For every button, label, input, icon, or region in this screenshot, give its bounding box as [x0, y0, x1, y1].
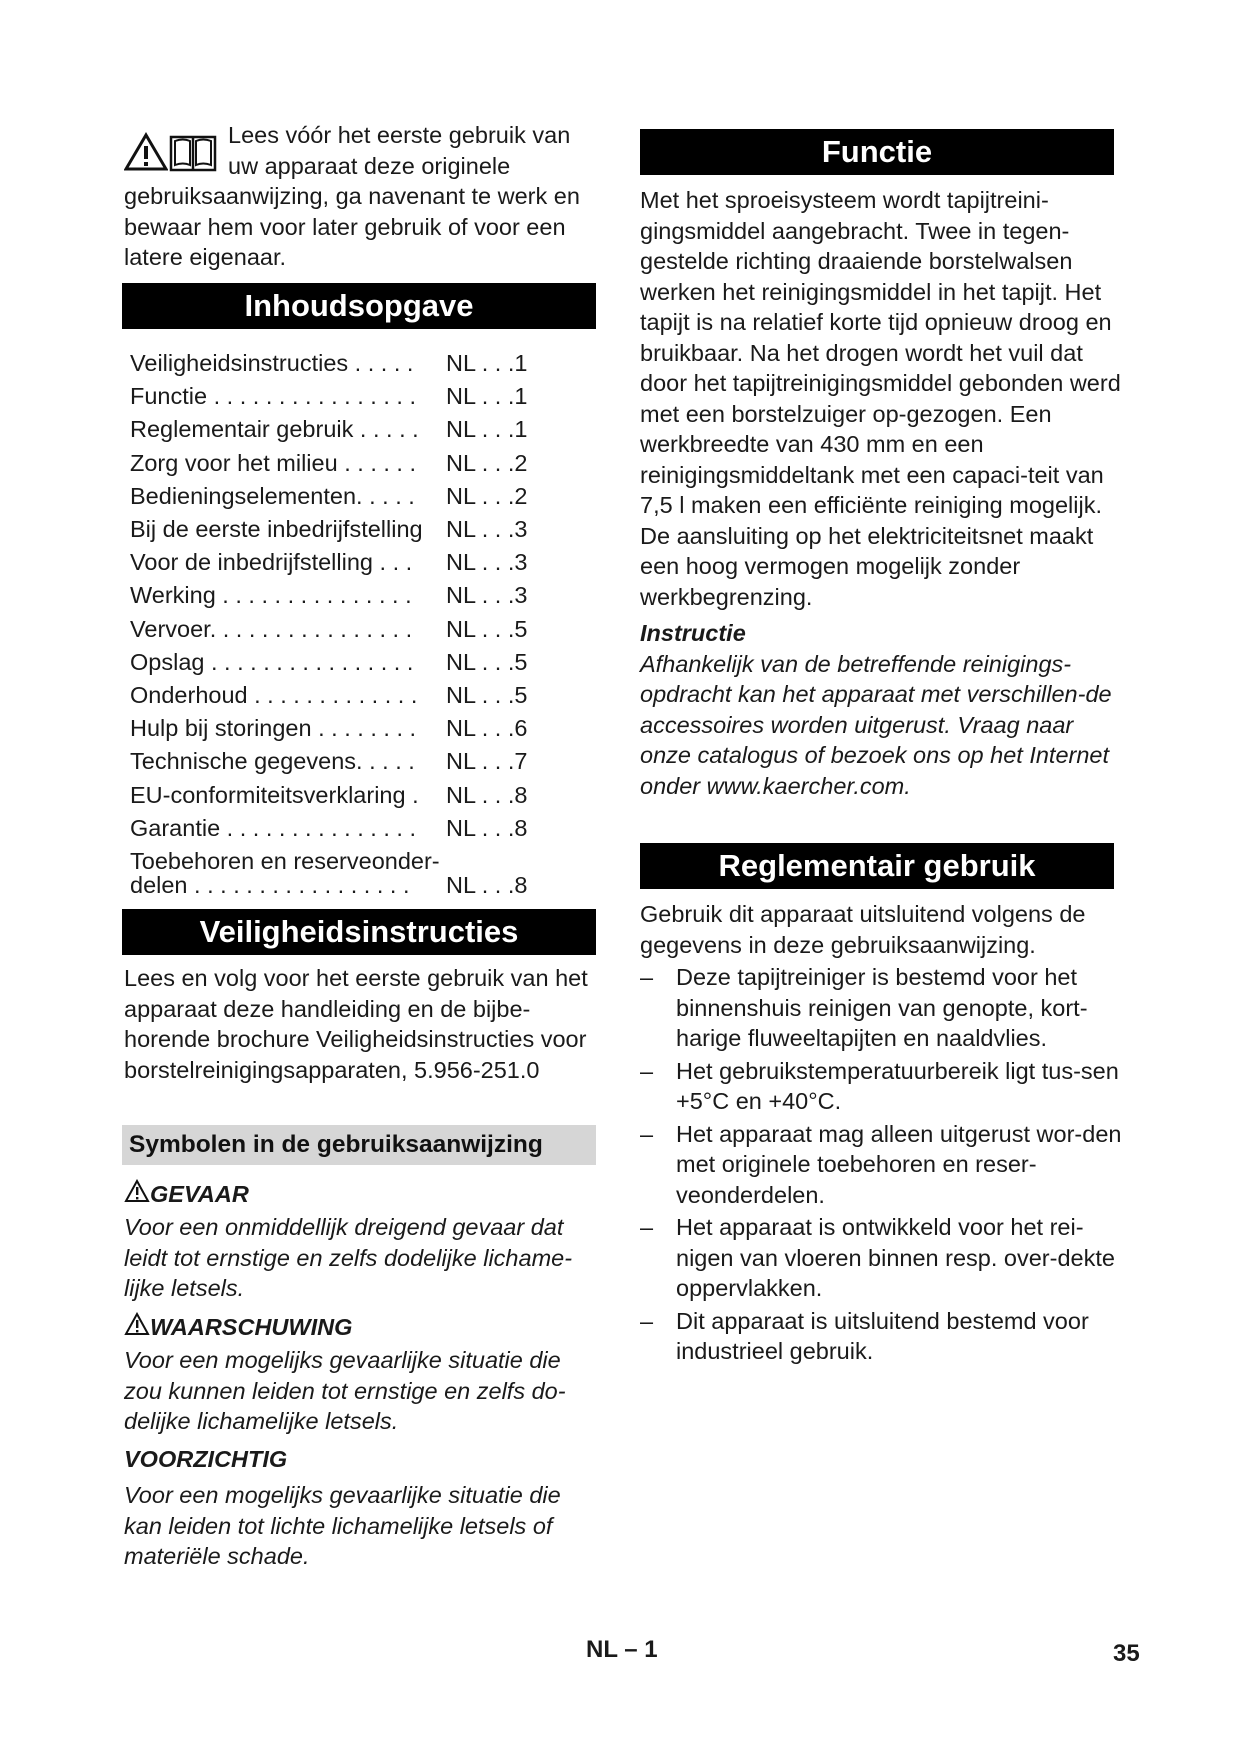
- waarschuwing-block: [124, 1345, 602, 1437]
- toc-item-label: Opslag . . . . . . . . . . . . . . . .: [130, 648, 414, 675]
- toc-item-page: NL . . .5: [446, 615, 528, 642]
- warning-triangle-icon: [124, 1179, 150, 1209]
- toc-item-label: Hulp bij storingen . . . . . . . .: [130, 715, 417, 742]
- functie-title: Functie: [821, 134, 933, 169]
- list-item: [640, 1212, 1124, 1304]
- toc-item-page: NL . . .1: [446, 416, 528, 443]
- toc-item-label: Vervoer. . . . . . . . . . . . . . . .: [130, 615, 413, 642]
- toc-item-page: NL . . .5: [446, 682, 528, 708]
- toc-item: [130, 746, 550, 776]
- toc-item-page: NL . . .2: [446, 449, 528, 476]
- list-item-text: Het apparaat mag alleen uitgerust wor-den met originele toebehoren en reser-veonderdelen.: [676, 1120, 1122, 1208]
- safety-title-bar: [122, 909, 596, 955]
- list-item-text: Dit apparaat is uitsluitend bestemd voor industrieel gebruik.: [676, 1307, 1089, 1364]
- toc-item: [130, 680, 550, 710]
- toc-item-page: NL . . .7: [446, 748, 528, 775]
- reglementair-block: [640, 899, 1124, 1367]
- toc-title: Inhoudsopgave: [244, 288, 474, 323]
- toc-item: [130, 448, 550, 478]
- toc-item: [130, 614, 550, 644]
- symbols-title: Symbolen in de gebruiksaanwijzing: [129, 1131, 543, 1158]
- toc-item-page: NL . . .6: [446, 715, 528, 742]
- list-dash: –: [640, 1214, 654, 1240]
- footer-section-page: NL – 1: [586, 1636, 658, 1663]
- toc-item-page: NL . . .5: [446, 648, 528, 675]
- list-item-text: Het gebruikstemperatuurbereik ligt tus-sen +5°C en +40°C.: [676, 1057, 1119, 1114]
- toc-item-label: Technische gegevens. . . . .: [130, 748, 415, 775]
- list-dash: –: [640, 1057, 654, 1084]
- manual-book-icon: [168, 132, 218, 179]
- toc-item-page: NL . . .3: [446, 549, 528, 576]
- reglementair-text: Gebruik dit apparaat uitsluitend volgens de gegevens in deze gebruiksaanwijzing.: [640, 901, 1086, 958]
- intro-text: Lees vóór het eerste gebruik van uw apparaat deze originele gebruiksaanwijzing, ga navenant te werk en bewaar hem voor later gebruik of voor een latere eigenaar.: [124, 122, 580, 270]
- toc-item-label: Garantie . . . . . . . . . . . . . . .: [130, 814, 417, 841]
- list-dash: –: [640, 1307, 654, 1334]
- footer-page-number: 35: [1113, 1640, 1140, 1667]
- list-item: [640, 1306, 1124, 1367]
- safety-text: Lees en volg voor het eerste gebruik van het apparaat deze handleiding en de bijbe-horende brochure Veiligheidsinstructies voor borstelreinigingsapparaten, 5.956-251.0: [124, 965, 588, 1083]
- toc-item-label: Functie . . . . . . . . . . . . . . . .: [130, 383, 416, 410]
- intro-icons: [124, 132, 218, 179]
- functie-block: [640, 185, 1124, 801]
- toc-item-label-continued: delen . . . . . . . . . . . . . . . . .: [130, 872, 410, 898]
- warning-triangle-icon: [124, 1312, 150, 1342]
- gevaar-heading: [124, 1179, 249, 1209]
- toc-item: [130, 481, 550, 511]
- list-dash: –: [640, 1120, 654, 1147]
- gevaar-block: [124, 1212, 602, 1304]
- voorzichtig-block: [124, 1480, 602, 1572]
- toc-item-page: NL . . .8: [446, 781, 528, 808]
- toc-item-page: NL . . .2: [446, 482, 528, 509]
- toc-item: [130, 813, 550, 843]
- toc-item-page: NL . . .8: [446, 814, 528, 841]
- list-item: [640, 1056, 1124, 1117]
- list-item-text: Het apparaat is ontwikkeld voor het rei-nigen van vloeren binnen resp. over-dekte oppervlakken.: [676, 1214, 1115, 1301]
- toc-item: [130, 780, 550, 810]
- toc-item-page: NL . . .3: [446, 582, 528, 609]
- reglementair-title-bar: [640, 843, 1114, 889]
- waarschuwing-heading: [124, 1312, 352, 1342]
- waarschuwing-text: Voor een mogelijks gevaarlijke situatie die zou kunnen leiden tot ernstige en zelfs do-delijke lichamelijke letsels.: [124, 1347, 566, 1434]
- voorzichtig-text: Voor een mogelijks gevaarlijke situatie die kan leiden tot lichte lichamelijke letsels of materiële schade.: [124, 1482, 561, 1569]
- safety-title: Veiligheidsinstructies: [199, 914, 519, 949]
- toc-item-label: Zorg voor het milieu . . . . . .: [130, 449, 417, 476]
- list-item: [640, 962, 1124, 1054]
- list-dash: –: [640, 964, 654, 990]
- toc-item-label: Werking . . . . . . . . . . . . . . .: [130, 582, 412, 609]
- functie-text-2: De aansluiting op het elektriciteitsnet maakt een hoog vermogen mogelijk zonder werkbegrenzing.: [640, 522, 1094, 610]
- toc-item-label: Reglementair gebruik . . . . .: [130, 416, 419, 443]
- gevaar-label: GEVAAR: [150, 1180, 249, 1207]
- voorzichtig-label: VOORZICHTIG: [124, 1446, 288, 1472]
- symbols-title-bar: [122, 1125, 596, 1165]
- toc-item: [130, 381, 550, 411]
- toc-item: [130, 414, 550, 444]
- intro-block: [124, 120, 602, 273]
- toc-item: [130, 514, 550, 544]
- voorzichtig-heading: [124, 1446, 287, 1473]
- toc-item: [130, 647, 550, 677]
- reglementair-title: Reglementair gebruik: [718, 848, 1036, 883]
- functie-title-bar: [640, 129, 1114, 175]
- toc-title-bar: [122, 283, 596, 329]
- toc-item-label: Bij de eerste inbedrijfstelling: [130, 516, 423, 542]
- reglementair-list: [640, 962, 1124, 1367]
- toc-item: [130, 348, 550, 378]
- toc-item-page: NL . . .8: [446, 872, 528, 898]
- toc-item-label: Voor de inbedrijfstelling . . .: [130, 549, 413, 576]
- gevaar-text: Voor een onmiddellijk dreigend gevaar dat leidt tot ernstige en zelfs dodelijke lichame-lijke letsels.: [124, 1214, 573, 1301]
- warning-triangle-icon: [124, 132, 168, 177]
- instructie-text: Afhankelijk van de betreffende reinigings-opdracht kan het apparaat met verschillen-de accessoires worden uitgerust. Vraag naar onze catalogus of bezoek ons op het Internet onder www.kaercher.com.: [640, 650, 1112, 799]
- toc-item-page: NL . . .1: [446, 383, 528, 410]
- toc-item-label: Onderhoud . . . . . . . . . . . . .: [130, 682, 418, 708]
- functie-text-1: Met het sproeisysteem wordt tapijtreini-gingsmiddel aangebracht. Twee in tegen-gestelde richting draaiende borstelwalsen werken het reinigingsmiddel in het tapijt. Het tapijt is na relatief korte tijd opnieuw droog en bruikbaar. Na het drogen wordt het vuil dat door het tapijtreinigingsmiddel gebonden werd met een borstelzuiger op-gezogen. Een werkbreedte van 430 mm en een reinigingsmiddeltank met een capaci-teit van 7,5 l maken een efficiënte reiniging mogelijk.: [640, 187, 1121, 518]
- toc-item-label: Bedieningselementen. . . . .: [130, 482, 415, 509]
- safety-text-block: [124, 963, 602, 1085]
- toc-item: [130, 846, 550, 902]
- toc-item-label: EU-conformiteitsverklaring .: [130, 781, 419, 808]
- toc-item-label: Toebehoren en reserveonder-: [130, 848, 440, 874]
- toc-item: [130, 547, 550, 577]
- list-item: [640, 1119, 1124, 1211]
- toc-item-page: NL . . .3: [446, 516, 528, 542]
- toc-item-page: NL . . .1: [446, 350, 528, 376]
- toc-item: [130, 713, 550, 743]
- toc-item: [130, 580, 550, 610]
- waarschuwing-label: WAARSCHUWING: [150, 1313, 353, 1340]
- instructie-label: Instructie: [640, 620, 746, 646]
- list-item-text: Deze tapijtreiniger is bestemd voor het binnenshuis reinigen van genopte, kort-harige fluweeltapijten en naaldvlies.: [676, 964, 1088, 1051]
- toc-item-label: Veiligheidsinstructies . . . . .: [130, 350, 414, 376]
